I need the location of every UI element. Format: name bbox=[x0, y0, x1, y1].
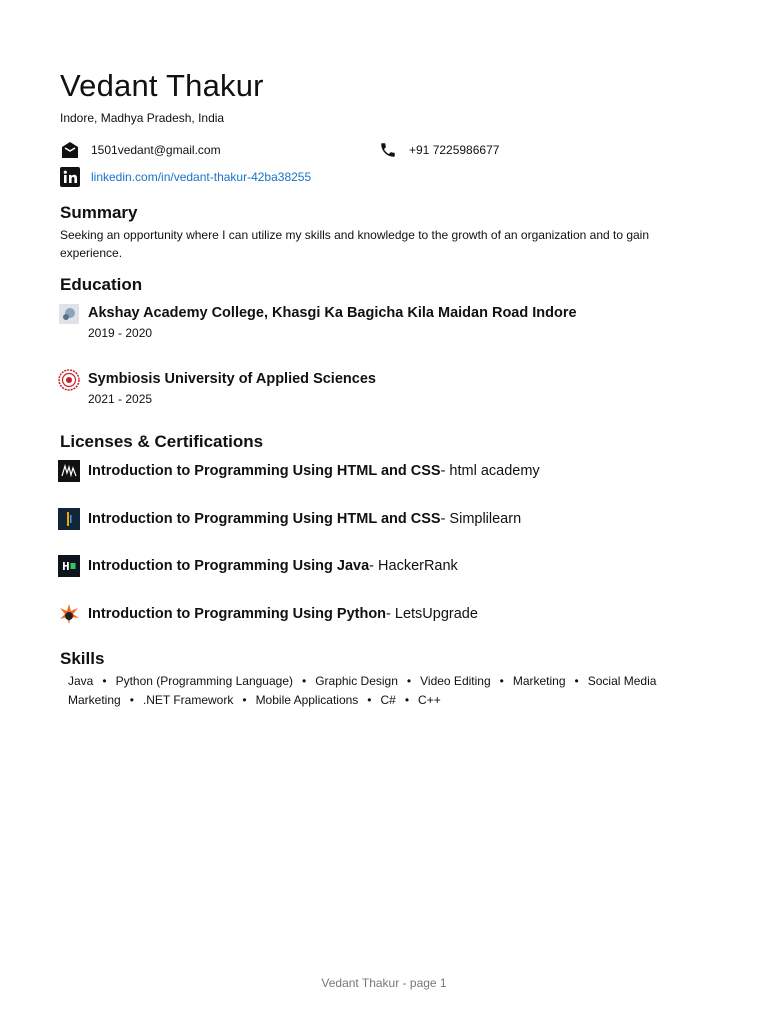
linkedin-row bbox=[60, 167, 311, 187]
skill-item: Graphic Design bbox=[315, 674, 398, 688]
certification-entry bbox=[58, 460, 540, 482]
school-dates: 2019 - 2020 bbox=[88, 326, 153, 340]
certifications-heading: Licenses & Certifications bbox=[60, 432, 264, 451]
skill-separator: • bbox=[574, 674, 579, 688]
skill-separator: • bbox=[367, 693, 372, 707]
certification-entry bbox=[58, 555, 458, 577]
skill-item: Python (Programming Language) bbox=[115, 674, 293, 688]
email-row bbox=[60, 140, 221, 160]
linkedin-link[interactable]: linkedin.com/in/vedant-thakur-42ba38255 bbox=[91, 170, 312, 184]
education-entry bbox=[58, 369, 376, 406]
certification-title: Introduction to Programming Using HTML and CSS bbox=[88, 463, 441, 479]
location: Indore, Madhya Pradesh, India bbox=[60, 111, 225, 125]
phone-row bbox=[378, 140, 499, 160]
certification-title: Introduction to Programming Using Python bbox=[88, 606, 387, 622]
university-seal-icon bbox=[58, 369, 80, 391]
candidate-name: Vedant Thakur bbox=[60, 68, 264, 103]
school-dates: 2021 - 2025 bbox=[88, 392, 153, 406]
certification-issuer: - html academy bbox=[440, 463, 540, 479]
skill-separator: • bbox=[404, 693, 410, 707]
school-name: Symbiosis University of Applied Sciences bbox=[88, 371, 376, 387]
html-academy-logo-icon bbox=[58, 460, 80, 482]
summary-heading: Summary bbox=[60, 203, 138, 222]
skill-item: Mobile Applications bbox=[255, 693, 359, 707]
page-footer: Vedant Thakur - page 1 bbox=[321, 976, 447, 990]
certification-title: Introduction to Programming Using Java bbox=[88, 558, 370, 574]
skill-separator: • bbox=[406, 674, 412, 688]
education-entry bbox=[58, 303, 577, 340]
skill-item: Java bbox=[68, 674, 94, 688]
linkedin-icon bbox=[60, 167, 80, 187]
skills-heading: Skills bbox=[60, 649, 105, 668]
summary-text: Seeking an opportunity where I can utilize my skills and knowledge to the growth of an organization and to gain experience. bbox=[60, 228, 650, 260]
skill-separator: • bbox=[499, 674, 504, 688]
skill-item: Marketing bbox=[512, 674, 566, 688]
phone-text: +91 7225986677 bbox=[409, 143, 500, 157]
certification-issuer: - HackerRank bbox=[369, 558, 458, 574]
skill-separator: • bbox=[302, 674, 307, 688]
certification-title: Introduction to Programming Using HTML and CSS bbox=[88, 511, 441, 527]
school-logo-icon bbox=[58, 303, 80, 325]
phone-icon bbox=[378, 140, 398, 160]
skill-item: Social Media Marketing bbox=[68, 674, 657, 707]
certification-entry bbox=[58, 603, 478, 625]
skill-item: C# bbox=[380, 693, 396, 707]
certification-entry bbox=[58, 508, 521, 530]
envelope-icon bbox=[60, 140, 80, 160]
skill-separator: • bbox=[129, 693, 134, 707]
skill-separator: • bbox=[242, 693, 247, 707]
simplilearn-logo-icon bbox=[58, 508, 80, 530]
skill-item: C++ bbox=[418, 693, 441, 707]
email-text: 1501vedant@gmail.com bbox=[91, 143, 221, 157]
skill-separator: • bbox=[102, 674, 107, 688]
letsupgrade-logo-icon bbox=[58, 603, 80, 625]
certification-issuer: - LetsUpgrade bbox=[386, 606, 478, 622]
skills-list bbox=[68, 672, 708, 710]
education-heading: Education bbox=[60, 275, 143, 294]
skill-item: .NET Framework bbox=[142, 693, 234, 707]
school-name: Akshay Academy College, Khasgi Ka Bagicha Kila Maidan Road Indore bbox=[88, 305, 577, 321]
skill-item: Video Editing bbox=[420, 674, 491, 688]
certification-issuer: - Simplilearn bbox=[440, 511, 522, 527]
hackerrank-logo-icon bbox=[58, 555, 80, 577]
